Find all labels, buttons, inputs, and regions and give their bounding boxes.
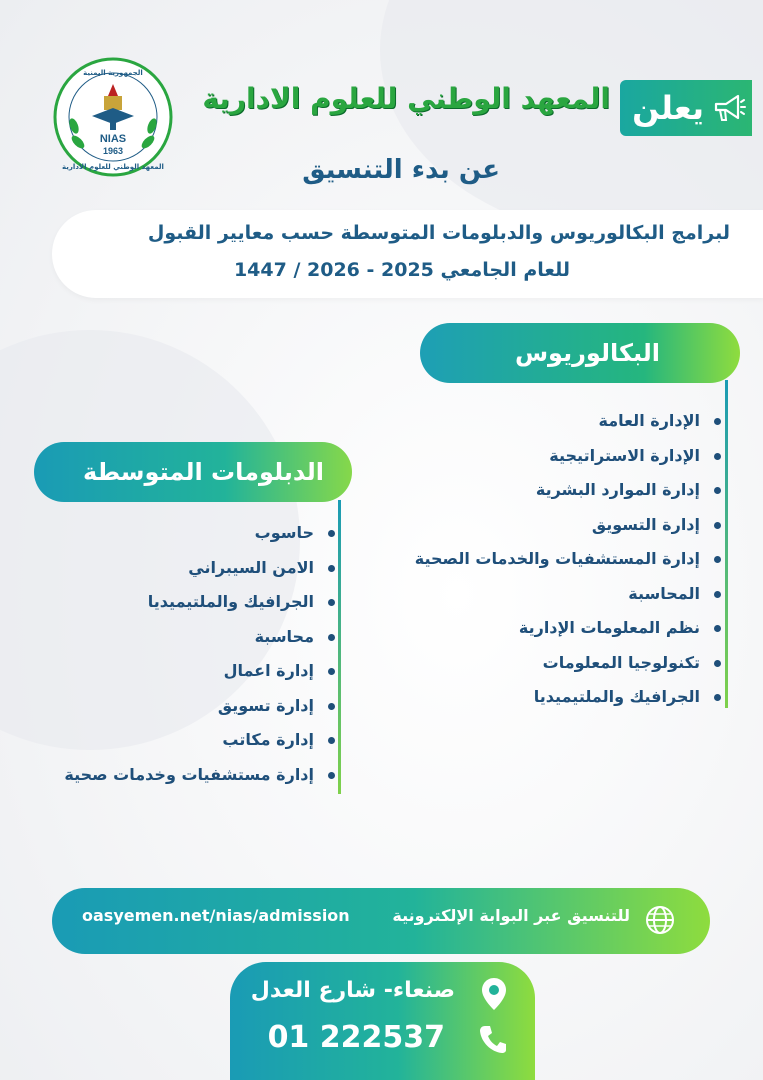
- diploma-header: [34, 442, 352, 502]
- list-item: إدارة المستشفيات والخدمات الصحية: [415, 542, 721, 577]
- list-item: إدارة مكاتب: [64, 723, 335, 758]
- list-item: إدارة تسويق: [64, 689, 335, 724]
- list-item: إدارة اعمال: [64, 654, 335, 689]
- logo-bottom-text: المعهد الوطني للعلوم الادارية: [62, 163, 164, 171]
- institute-logo: [52, 56, 174, 178]
- megaphone-icon: [710, 92, 746, 124]
- list-item: إدارة الموارد البشرية: [415, 473, 721, 508]
- academic-year-line: للعام الجامعي 2025 - 2026 / 1447: [233, 259, 570, 281]
- list-item: الإدارة الاستراتيجية: [415, 439, 721, 474]
- list-item: حاسوب: [64, 516, 335, 551]
- programs-line: لبرامج البكالوريوس والدبلومات المتوسطة حسب معايير القبول: [147, 222, 730, 244]
- location-pin-icon: [481, 977, 507, 1011]
- address-text: صنعاء- شارع العدل: [250, 978, 455, 1003]
- bachelor-header: [420, 323, 740, 383]
- page-subtitle: عن بدء التنسيق: [302, 155, 500, 185]
- list-item: محاسبة: [64, 620, 335, 655]
- institute-name: المعهد الوطني للعلوم الادارية: [202, 82, 610, 115]
- diploma-list: [64, 516, 335, 792]
- announce-badge: [620, 80, 752, 136]
- bachelor-title: البكالوريوس: [514, 339, 660, 367]
- phone-number[interactable]: 01 222537: [267, 1020, 445, 1055]
- logo-abbr: NIAS: [99, 133, 127, 145]
- globe-icon: [644, 904, 676, 936]
- list-item: إدارة مستشفيات وخدمات صحية: [64, 758, 335, 793]
- phone-icon: [479, 1024, 507, 1054]
- list-item: الإدارة العامة: [415, 404, 721, 439]
- announce-text: يعلن: [632, 89, 704, 127]
- portal-label: للتنسيق عبر البوابة الإلكترونية: [392, 906, 630, 925]
- bachelor-divider: [725, 380, 728, 708]
- portal-link[interactable]: oasyemen.net/nias/admission: [82, 906, 350, 925]
- list-item: المحاسبة: [415, 577, 721, 612]
- contact-panel: [230, 962, 535, 1080]
- list-item: الامن السيبراني: [64, 551, 335, 586]
- list-item: الجرافيك والملتيميديا: [415, 680, 721, 715]
- diploma-title: الدبلومات المتوسطة: [82, 458, 324, 486]
- admission-portal-bar[interactable]: [52, 888, 710, 954]
- logo-top-text: الجمهورية اليمنية: [83, 69, 143, 77]
- logo-year: 1963: [102, 146, 124, 156]
- list-item: نظم المعلومات الإدارية: [415, 611, 721, 646]
- list-item: إدارة التسويق: [415, 508, 721, 543]
- list-item: تكنولوجيا المعلومات: [415, 646, 721, 681]
- diploma-divider: [338, 500, 341, 794]
- list-item: الجرافيك والملتيميديا: [64, 585, 335, 620]
- bachelor-list: [415, 404, 721, 715]
